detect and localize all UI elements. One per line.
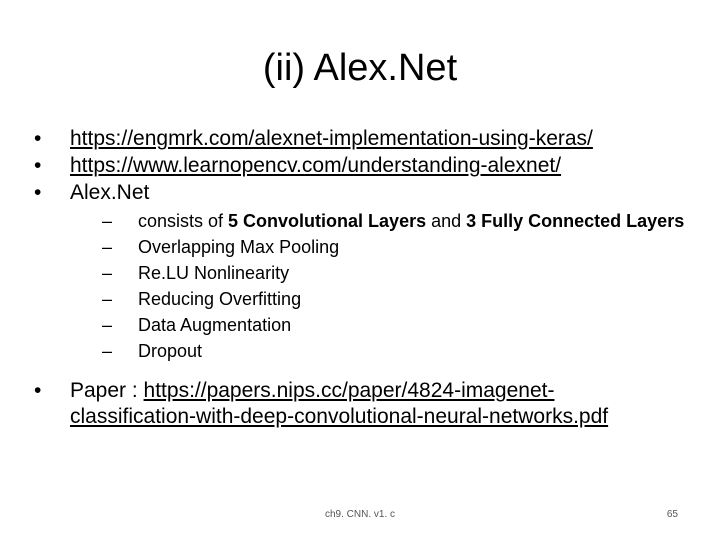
sub-item-text: Overlapping Max Pooling	[138, 237, 340, 257]
dash: –	[102, 289, 113, 309]
bullet-paper	[34, 378, 704, 430]
sub-item-text: Reducing Overfitting	[138, 289, 302, 309]
footer-label: ch9. CNN. v1. c	[324, 509, 396, 520]
sub-item-architecture	[102, 208, 704, 234]
bullet-list	[34, 125, 704, 430]
sub-item	[102, 260, 704, 286]
bullet-dot: •	[34, 181, 42, 204]
alexnet-topic: Alex.Net	[70, 181, 150, 204]
bullet-alexnet	[34, 179, 704, 206]
sub-item	[102, 312, 704, 338]
sub-item-text	[138, 208, 684, 234]
bullet-dot: •	[34, 154, 42, 177]
slide-title: (ii) Alex.Net	[262, 47, 458, 89]
fc-layers-text: 3 Fully Connected Layers	[466, 211, 685, 231]
dash: –	[102, 211, 113, 231]
paper-link-part1[interactable]: https://papers.nips.cc/paper/4824-imagenet-	[143, 379, 555, 402]
dash: –	[102, 237, 113, 257]
page-number: 65	[666, 509, 678, 520]
dash: –	[102, 315, 113, 335]
sub-item-text: Data Augmentation	[138, 315, 292, 335]
paper-label: Paper :	[70, 379, 144, 402]
alexnet-sub-list	[102, 208, 704, 364]
paper-link[interactable]	[70, 379, 608, 428]
engmrk-link[interactable]: https://engmrk.com/alexnet-implementation-using-keras/	[70, 127, 593, 150]
dash: –	[102, 263, 113, 283]
bullet-link-learnopencv	[34, 152, 704, 179]
bullet-dot: •	[34, 127, 42, 150]
sub-item	[102, 338, 704, 364]
sub-item-text: Dropout	[138, 341, 203, 361]
sub-item	[102, 286, 704, 312]
sub-item-text: Re.LU Nonlinearity	[138, 263, 290, 283]
conv-layers-text: 5 Convolutional Layers	[228, 211, 427, 231]
learnopencv-link[interactable]: https://www.learnopencv.com/understanding-alexnet/	[70, 154, 562, 177]
architecture-middle: and	[426, 211, 467, 231]
bullet-dot: •	[34, 379, 42, 402]
sub-item	[102, 234, 704, 260]
paper-link-part2[interactable]: classification-with-deep-convolutional-neural-networks.pdf	[70, 405, 609, 428]
paper-text	[70, 378, 704, 430]
architecture-prefix: consists of	[138, 211, 229, 231]
bullet-link-engmrk	[34, 125, 704, 152]
dash: –	[102, 341, 113, 361]
